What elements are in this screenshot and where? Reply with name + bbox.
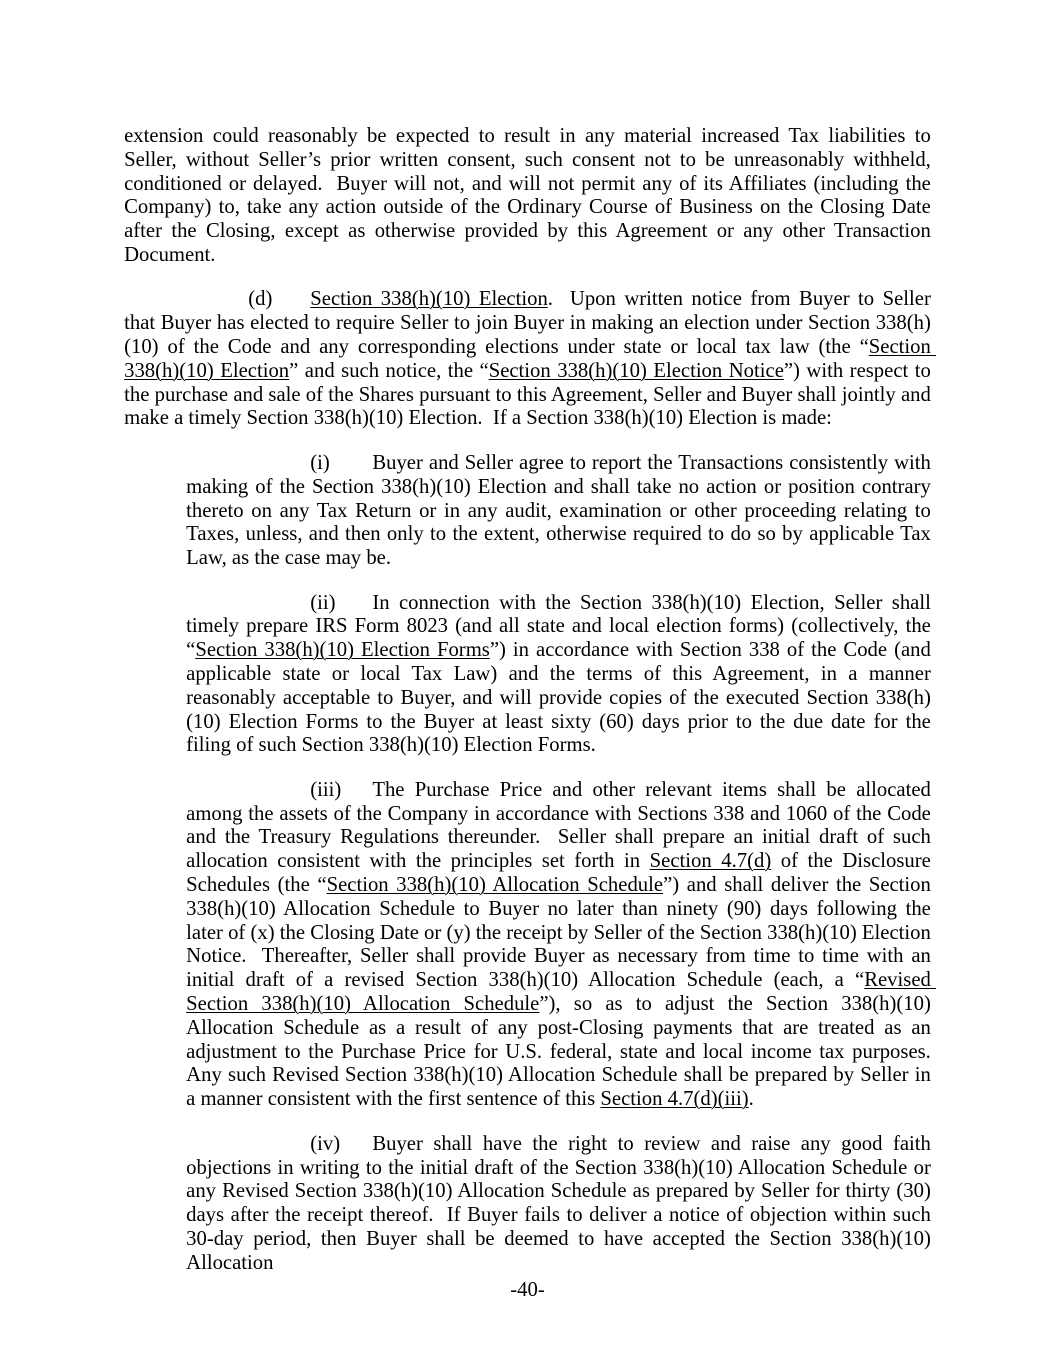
cross-reference: Section 4.7(d)	[649, 850, 772, 873]
defined-term: Section 338(h)(10) Allocation Schedule	[326, 874, 664, 897]
section-d-label: (d)	[248, 288, 273, 311]
subsection-iii-paragraph	[186, 778, 942, 1112]
section-d-paragraph	[124, 288, 937, 431]
body-text: extension could reasonably be expected to result in any material increased Tax liabilities to Seller, without Seller’s prior written consent, such consent not to be unreasonably withheld, conditioned or delayed. Buyer will not, and will not permit any of its Affiliates (including the Company) to, take any action outside of the Ordinary Course of Business on the Closing Date after the Closing, except as otherwise provided by this Agreement or any other Transaction Document.	[124, 125, 937, 266]
body-text: ”) in accordance with Section 338 of the Code (and applicable state or local Tax Law) and the terms of this Agreement, in a manner reasonably acceptable to Buyer, and will provide copies of the executed Section 338(h)(10) Election Forms to the Buyer at least sixty (60) days prior to the due date for the filing of such Section 338(h)(10) Election Forms.	[186, 639, 937, 757]
subsection-iv-label: (iv)	[310, 1132, 341, 1155]
subsection-i-label: (i)	[310, 451, 330, 474]
page-number: -40-	[510, 1279, 545, 1301]
body-text: . Upon written notice from Buyer to Seller that Buyer has elected to require Seller to join Buyer in making an election under Section 338(h)(10) of the Code and any corresponding elections under state or local tax law (the “	[124, 288, 937, 359]
body-text: The Purchase Price and other relevant items shall be allocated among the assets of the Company in accordance with Sections 338 and 1060 of the Code and the Treasury Regulations thereunder. Seller shall prepare an initial draft of such allocation consistent with the principles set forth in	[186, 778, 937, 873]
body-text: ”) and shall deliver the Section 338(h)(10) Allocation Schedule to Buyer no later than ninety (90) days following the later of (x) the Closing Date or (y) the receipt by Seller of the Section 338(h)(10) Election Notice. Thereafter, Seller shall provide Buyer as necessary from time to time with an initial draft of a revised Section 338(h)(10) Allocation Schedule (each, a “	[186, 874, 937, 992]
defined-term: Revised Section 338(h)(10) Allocation Schedule	[186, 969, 937, 1016]
section-d-heading: Section 338(h)(10) Election	[310, 288, 548, 311]
subsection-iv-paragraph	[186, 1132, 937, 1276]
body-text: of the Disclosure Schedules (the “	[186, 850, 937, 897]
defined-term: Section 338(h)(10) Election Notice	[488, 359, 784, 382]
body-text: Buyer and Seller agree to report the Transactions consistently with making of the Section 338(h)(10) Election and shall take no action or position contrary thereto on any Tax Return or in any audit, examination or other proceeding relating to Taxes, unless, and then only to the extent, otherwise required to do so by applicable Tax Law, as the case may be.	[186, 451, 937, 570]
paragraph-continuation	[124, 125, 937, 268]
body-text: ” and such notice, the “	[289, 359, 489, 382]
subsection-iii-label: (iii)	[310, 778, 342, 801]
body-text: Buyer shall have the right to review and raise any good faith objections in writing to the initial draft of the Section 338(h)(10) Allocation Schedule or any Revised Section 338(h)(10) Allocation Schedule as prepared by Seller for thirty (30) days after the receipt thereof. If Buyer fails to deliver a notice of objection within such 30-day period, then Buyer shall be deemed to have accepted the Section 338(h)(10) Allocation	[186, 1132, 937, 1274]
cross-reference: Section 4.7(d)(iii)	[600, 1088, 749, 1111]
body-text: ”), so as to adjust the Section 338(h)(10) Allocation Schedule as a result of any post-Closing payments that are treated as an adjustment to the Purchase Price for U.S. federal, state and local income tax purposes. Any such Revised Section 338(h)(10) Allocation Schedule shall be prepared by Seller in a manner consistent with the first sentence of this	[186, 993, 942, 1111]
body-text: In connection with the Section 338(h)(10) Election, Seller shall timely prepare IRS Form 8023 (and all state and local election forms) (collectively, the “	[186, 591, 937, 662]
body-text: ”) with respect to the purchase and sale of the Shares pursuant to this Agreement, Seller and Buyer shall jointly and make a timely Section 338(h)(10) Election. If a Section 338(h)(10) Election is made:	[124, 359, 937, 430]
defined-term: Section 338(h)(10) Election	[124, 336, 937, 382]
defined-term: Section 338(h)(10) Election Forms	[195, 639, 490, 662]
subsection-i-paragraph	[186, 451, 937, 571]
subsection-ii-label: (ii)	[310, 591, 336, 614]
document-body	[124, 125, 942, 1296]
subsection-ii-paragraph	[186, 591, 937, 759]
body-text: .	[748, 1088, 754, 1111]
